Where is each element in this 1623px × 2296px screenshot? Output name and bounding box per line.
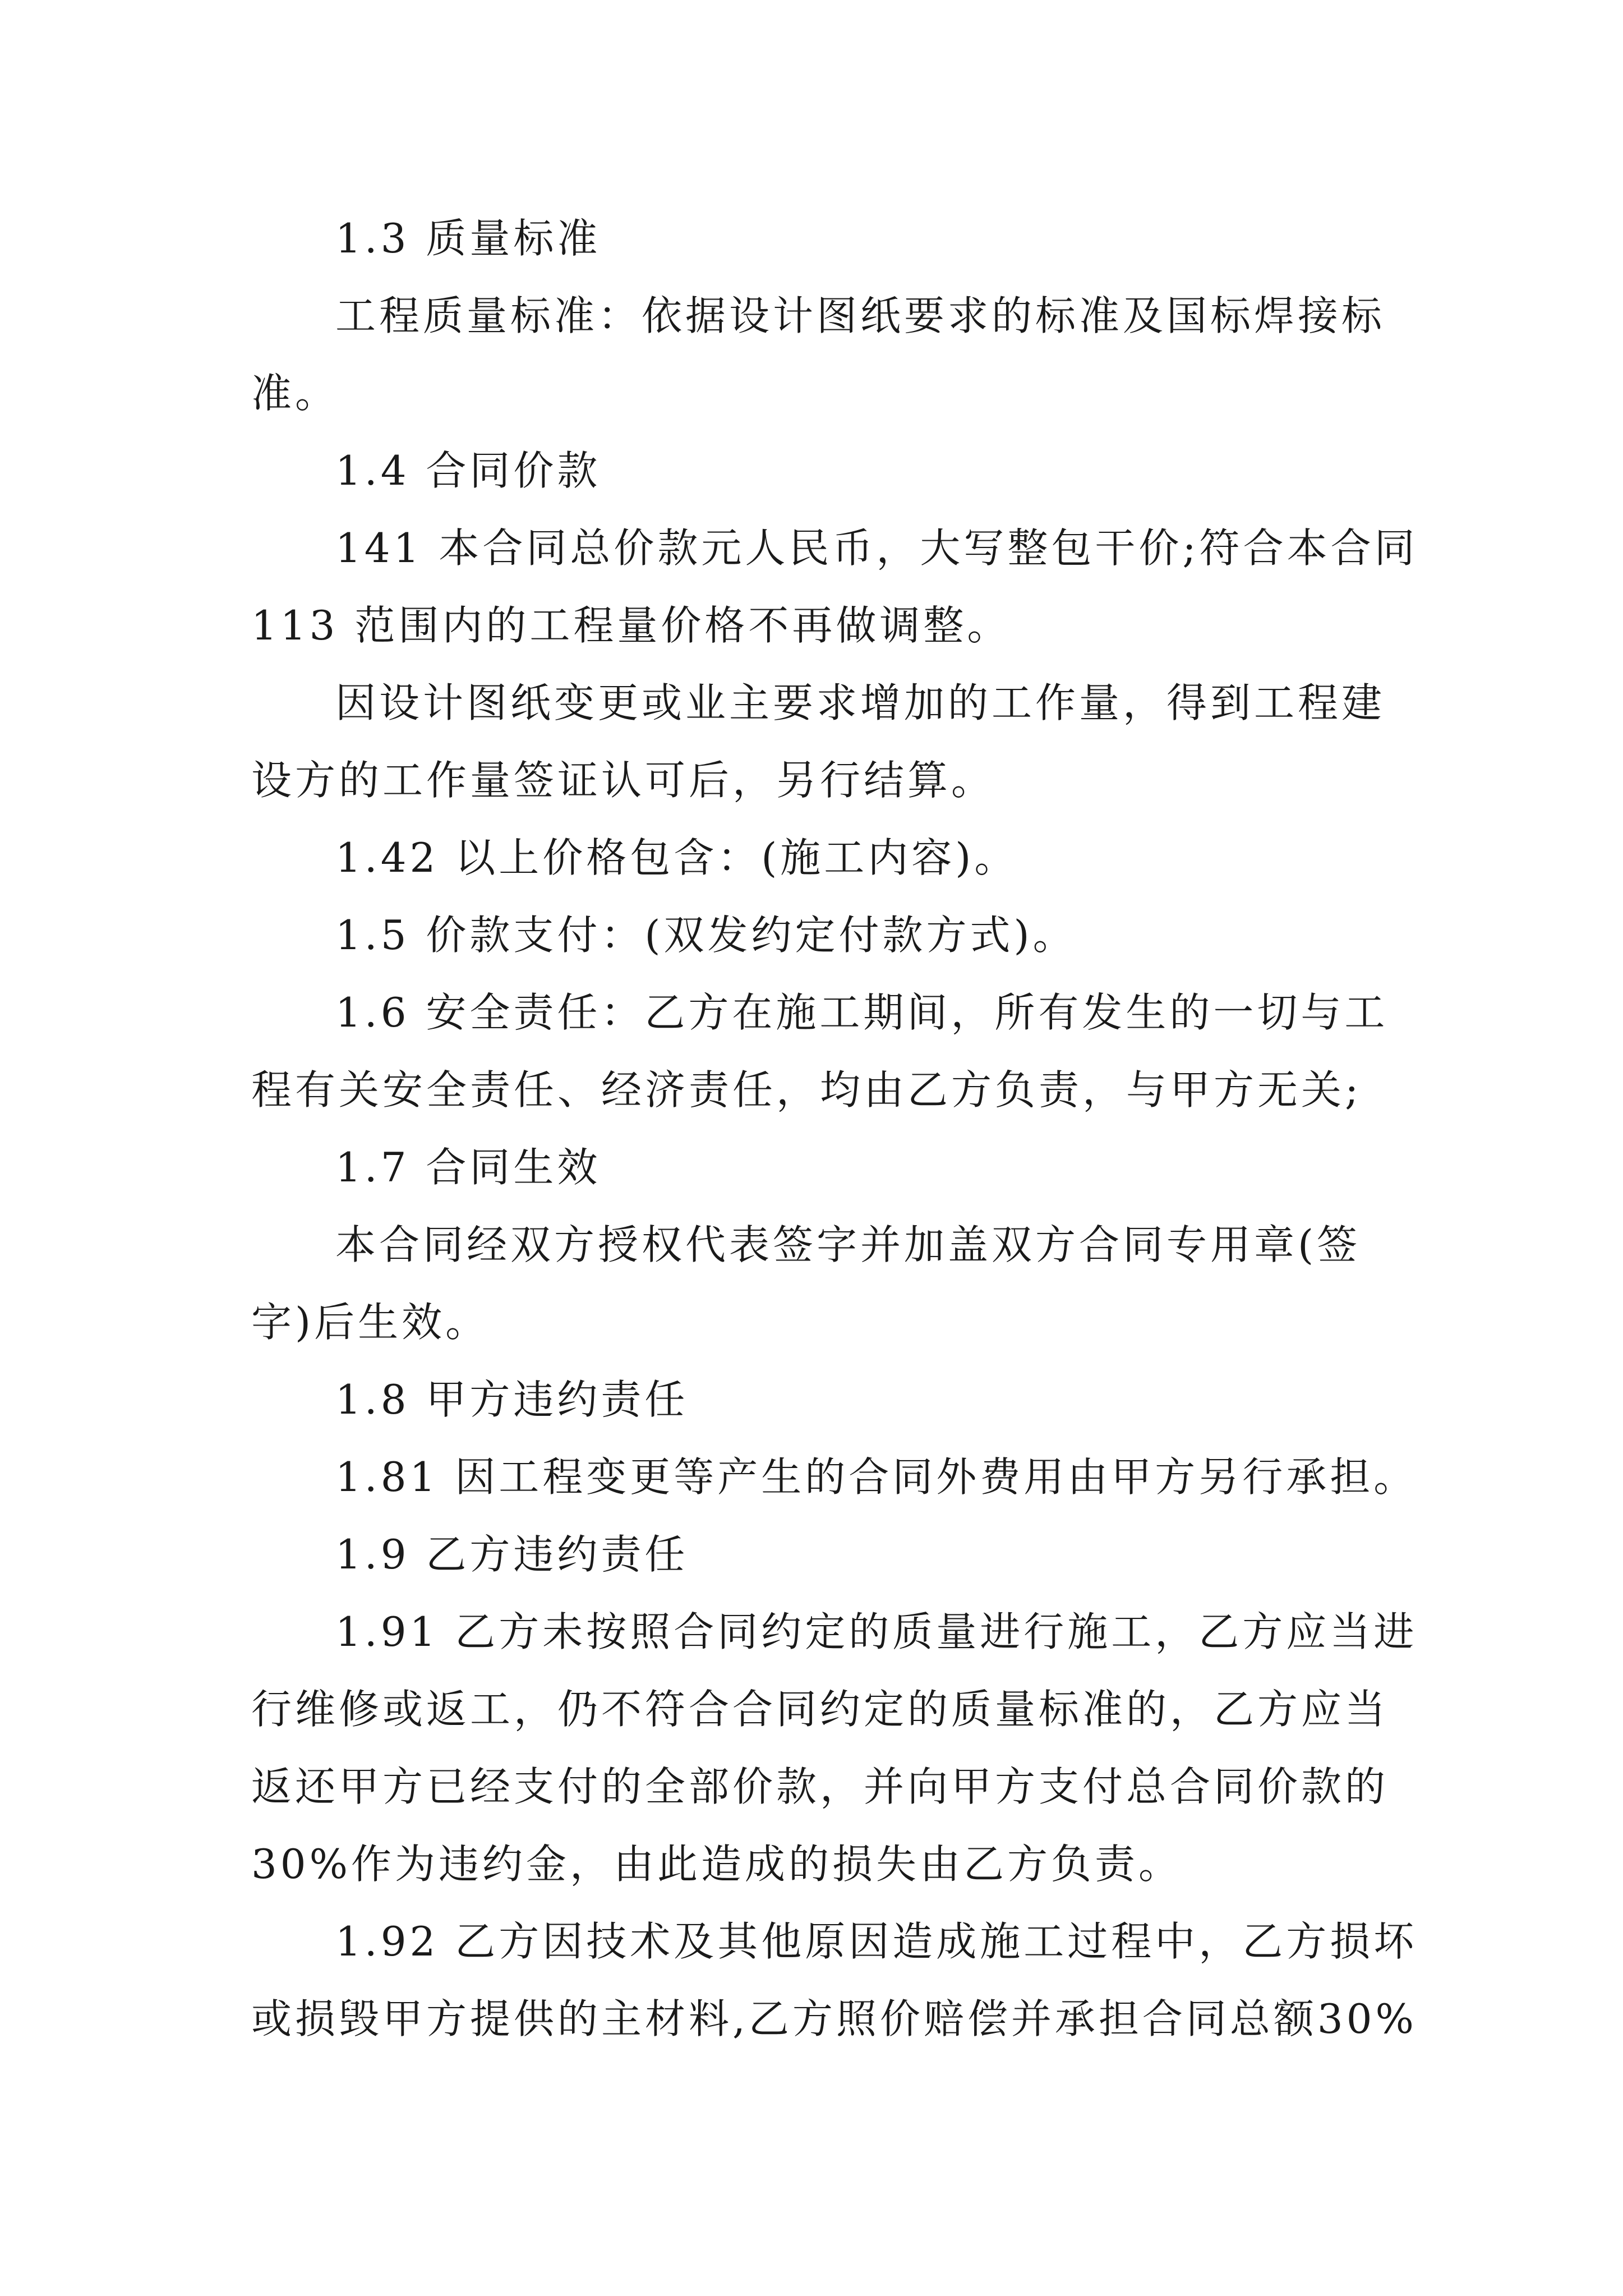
paragraph-line: 因设计图纸变更或业主要求增加的工作量，得到工程建 [335, 679, 1386, 726]
paragraph-line: 或损毁甲方提供的主材料,乙方照价赔偿并承担合同总额30% [251, 1995, 1417, 2042]
clause-1-6: 1.6 安全责任：乙方在施工期间，所有发生的一切与工 [335, 989, 1389, 1036]
clause-1-81: 1.81 因工程变更等产生的合同外费用由甲方另行承担。 [335, 1453, 1418, 1501]
section-heading-1-7: 1.7 合同生效 [335, 1144, 601, 1191]
clause-1-91: 1.91 乙方未按照合同约定的质量进行施工，乙方应当进 [335, 1608, 1418, 1655]
paragraph-line: 113 范围内的工程量价格不再做调整。 [251, 602, 1011, 649]
section-heading-1-3: 1.3 质量标准 [335, 215, 601, 262]
section-heading-1-8: 1.8 甲方违约责任 [335, 1376, 689, 1423]
paragraph-line: 141 本合同总价款元人民币，大写整包干价;符合本合同 [335, 524, 1418, 572]
paragraph-line: 行维修或返工，仍不符合合同约定的质量标准的，乙方应当 [251, 1686, 1389, 1733]
section-heading-1-4: 1.4 合同价款 [335, 447, 601, 494]
paragraph-line: 返还甲方已经支付的全部价款，并向甲方支付总合同价款的 [251, 1763, 1389, 1810]
paragraph-line: 本合同经双方授权代表签字并加盖双方合同专用章(签 [335, 1221, 1361, 1268]
paragraph-line: 设方的工作量签证认可后，另行结算。 [251, 757, 995, 804]
paragraph-line: 工程质量标准：依据设计图纸要求的标准及国标焊接标 [335, 292, 1386, 339]
paragraph-line: 程有关安全责任、经济责任，均由乙方负责，与甲方无关; [251, 1066, 1362, 1114]
paragraph-line: 字)后生效。 [251, 1299, 490, 1346]
clause-1-42: 1.42 以上价格包含：(施工内容)。 [335, 834, 1018, 881]
paragraph-line: 30%作为违约金，由此造成的损失由乙方负责。 [251, 1841, 1183, 1888]
paragraph-line: 准。 [251, 370, 339, 417]
section-heading-1-9: 1.9 乙方违约责任 [335, 1531, 689, 1578]
clause-1-5: 1.5 价款支付：(双发约定付款方式)。 [335, 912, 1077, 959]
clause-1-92: 1.92 乙方因技术及其他原因造成施工过程中，乙方损坏 [335, 1918, 1418, 1965]
